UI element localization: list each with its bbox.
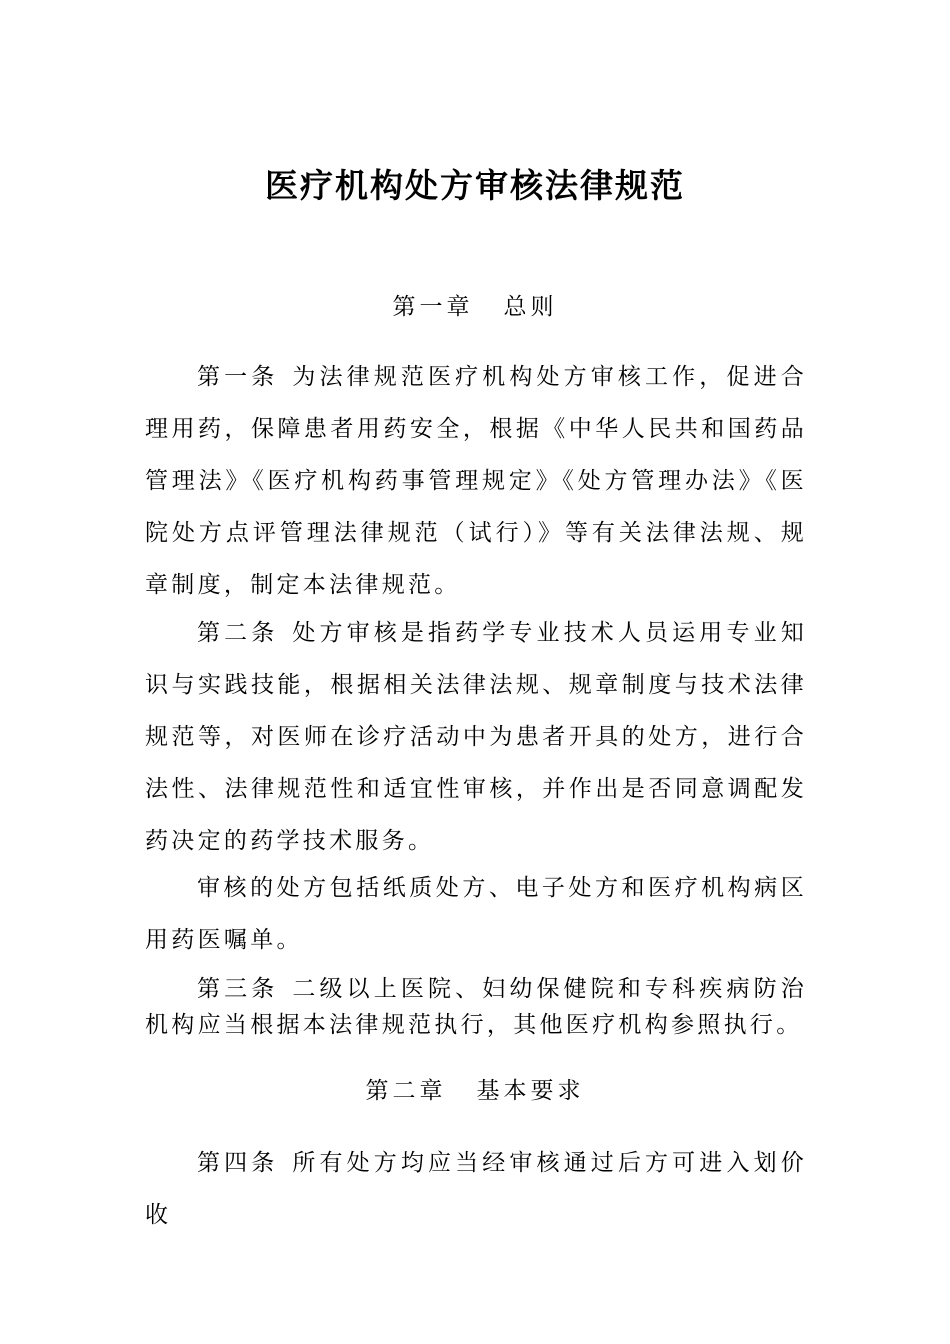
article-1 [145, 351, 807, 611]
chapter-heading-2 [0, 1074, 950, 1108]
chapter-number: 第一章 [392, 294, 474, 320]
article-number: 第四条 [197, 1150, 279, 1176]
article-number: 第三条 [197, 976, 279, 1002]
article-2-paragraph-2 [145, 862, 807, 966]
article-4 [145, 1137, 807, 1241]
article-2 [145, 607, 807, 867]
article-3 [145, 971, 807, 1043]
article-text: 审核的处方包括纸质处方、电子处方和医疗机构病区用药医嘱单。 [145, 875, 807, 953]
chapter-number: 第二章 [365, 1078, 447, 1104]
article-text: 所有处方均应当经审核通过后方可进入划价收 [145, 1150, 807, 1228]
chapter-name: 总则 [503, 294, 558, 320]
article-text: 为法律规范医疗机构处方审核工作，促进合理用药，保障患者用药安全，根据《中华人民共和国药品管理法》《医疗机构药事管理规定》《处方管理办法》《医院处方点评管理法律规范（试行）》等有关法律法规、规章制度，制定本法律规范。 [145, 364, 807, 598]
article-text: 二级以上医院、妇幼保健院和专科疾病防治机构应当根据本法律规范执行，其他医疗机构参照执行。 [145, 976, 807, 1038]
chapter-heading-1 [0, 290, 950, 324]
chapter-name: 基本要求 [476, 1078, 585, 1104]
article-text: 处方审核是指药学专业技术人员运用专业知识与实践技能，根据相关法律法规、规章制度与技术法律规范等，对医师在诊疗活动中为患者开具的处方，进行合法性、法律规范性和适宜性审核，并作出是否同意调配发药决定的药学技术服务。 [145, 620, 807, 854]
article-number: 第二条 [197, 620, 279, 646]
article-number: 第一条 [197, 364, 279, 390]
document-title: 医疗机构处方审核法律规范 [265, 166, 685, 205]
